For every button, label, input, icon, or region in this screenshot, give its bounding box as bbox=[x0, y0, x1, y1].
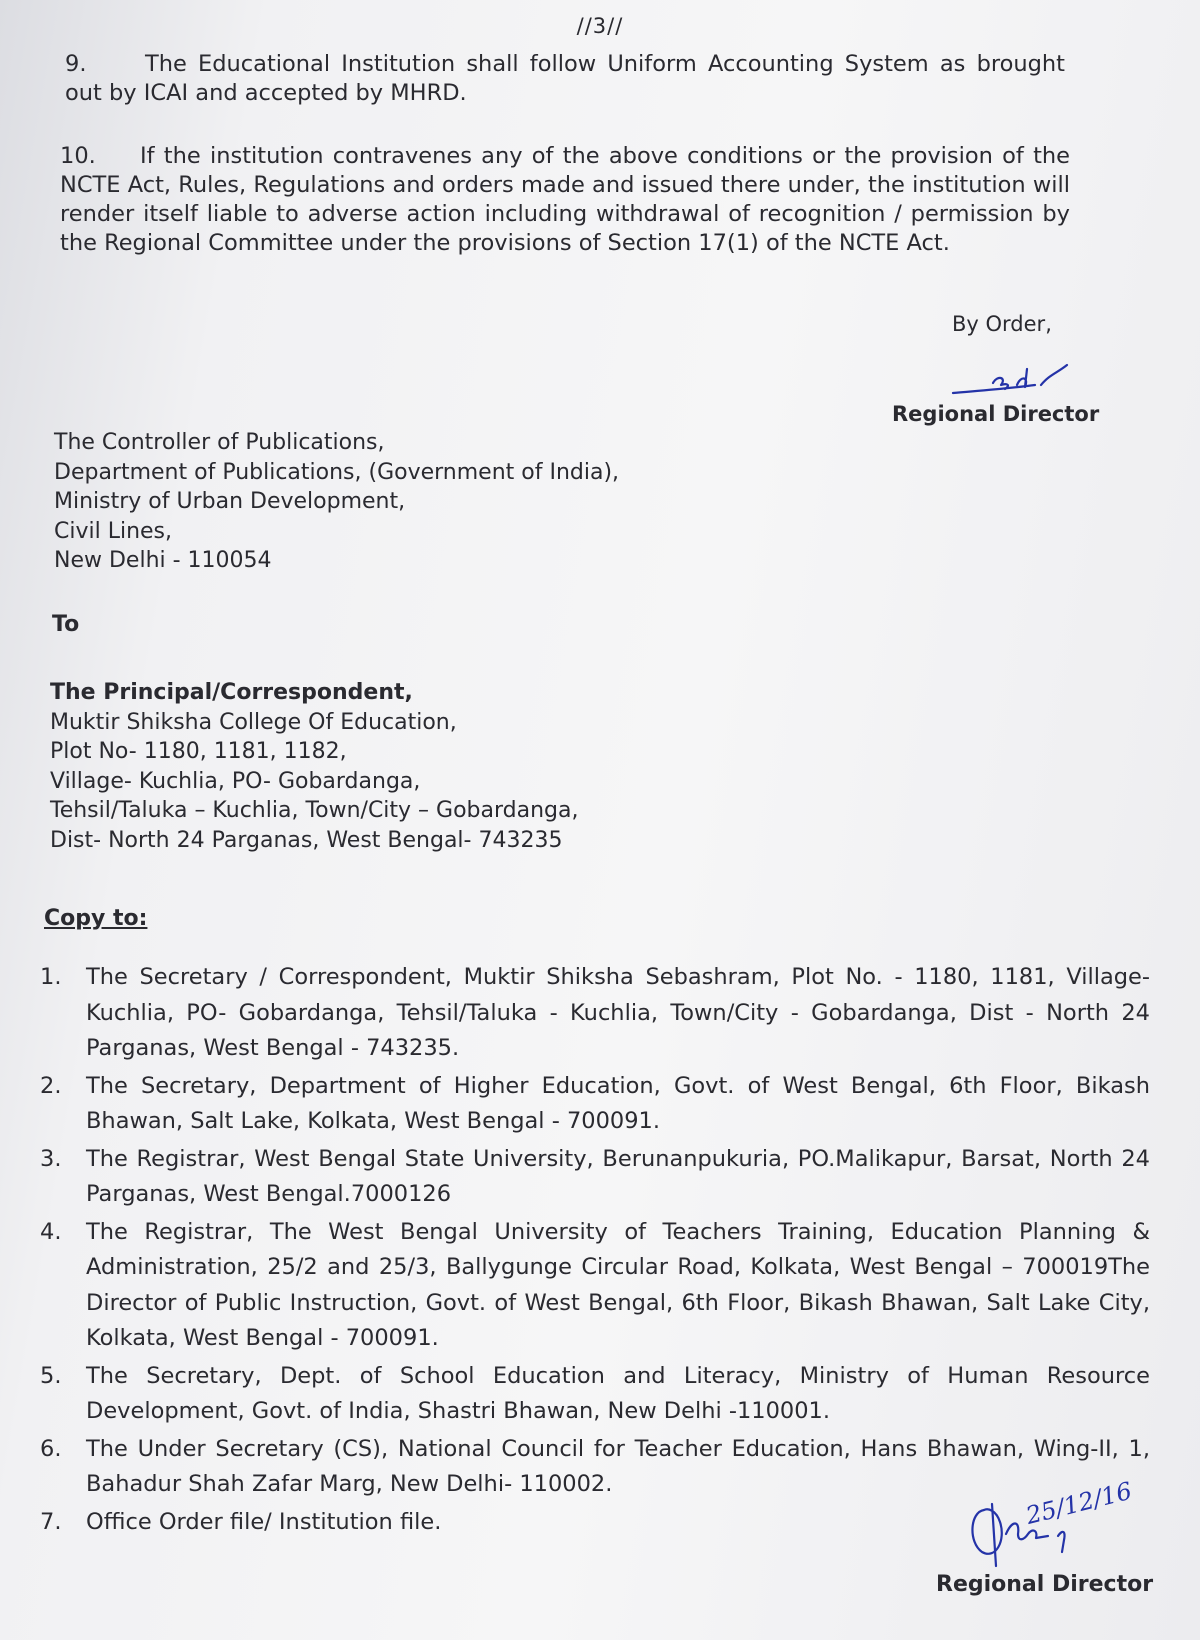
address-line: Village- Kuchlia, PO- Gobardanga, bbox=[50, 768, 421, 794]
item-text: The Registrar, The West Bengal University of Teachers Training, Education Planning & Administration, 25/2 and 25/3, Ballygunge Circular Road, Kolkata, West Bengal – 700019The Director of Public Instruction, Govt. of West Bengal, 6th Floor, Bikash Bhawan, Salt Lake City, Kolkata, West Bengal - 700091. bbox=[86, 1218, 1150, 1351]
bottom-signatory-title: Regional Director bbox=[936, 1572, 1154, 1597]
address-line: Ministry of Urban Development, bbox=[54, 489, 406, 514]
item-text: Office Order file/ Institution file. bbox=[86, 1508, 442, 1535]
item-text: The Under Secretary (CS), National Council for Teacher Education, Hans Bhawan, Wing-II, 1, Bahadur Shah Zafar Marg, New Delhi- 110002. bbox=[86, 1435, 1150, 1497]
address-line: Dist- North 24 Parganas, West Bengal- 743235 bbox=[50, 827, 563, 853]
address-line: The Controller of Publications, bbox=[54, 430, 385, 455]
address-line: Tehsil/Taluka – Kuchlia, Town/City – Gobardanga, bbox=[50, 798, 579, 823]
condition-text: The Educational Institution shall follow Uniform Accounting System as brought out by ICAI and accepted by MHRD. bbox=[65, 51, 1065, 106]
copy-to-heading: Copy to: bbox=[44, 906, 148, 931]
item-number: 2. bbox=[40, 1072, 62, 1099]
controller-address bbox=[54, 428, 754, 576]
item-text: The Registrar, West Bengal State University, Berunanpukuria, PO.Malikapur, Barsat, North 24 Parganas, West Bengal.7000126 bbox=[86, 1145, 1150, 1207]
copy-to-list bbox=[40, 960, 1150, 1542]
by-order: By Order, bbox=[952, 312, 1052, 336]
item-number: 4. bbox=[40, 1218, 62, 1245]
list-item bbox=[40, 1142, 1150, 1213]
to-label: To bbox=[52, 612, 80, 637]
list-item bbox=[40, 960, 1150, 1067]
condition-10 bbox=[60, 142, 1070, 258]
address-line: New Delhi - 110054 bbox=[54, 548, 272, 573]
item-number: 7. bbox=[40, 1508, 62, 1535]
address-line: Muktir Shiksha College Of Education, bbox=[50, 709, 457, 735]
item-text: The Secretary, Department of Higher Education, Govt. of West Bengal, 6th Floor, Bikash Bhawan, Salt Lake, Kolkata, West Bengal - 700091. bbox=[86, 1072, 1150, 1134]
signature-mark bbox=[945, 355, 1095, 400]
address-line: Civil Lines, bbox=[54, 518, 173, 544]
item-number: 1. bbox=[40, 964, 62, 990]
condition-number: 10. bbox=[60, 143, 96, 169]
address-line: Department of Publications, (Government of India), bbox=[54, 459, 620, 485]
item-text: The Secretary / Correspondent, Muktir Shiksha Sebashram, Plot No. - 1180, 1181, Village- Kuchlia, PO- Gobardanga, Tehsil/Taluka - Kuchlia, Town/City - Gobardanga, Dist - North 24 Parganas, West Bengal - 743235. bbox=[86, 964, 1150, 1061]
list-item bbox=[40, 1215, 1150, 1357]
condition-text: If the institution contravenes any of the above conditions or the provision of the NCTE Act, Rules, Regulations and orders made and issued there under, the institution will render itself liable to adverse action including withdrawal of recognition / permission by the Regional Committee under the provisions of Section 17(1) of the NCTE Act. bbox=[60, 143, 1070, 256]
signatory-title: Regional Director bbox=[892, 402, 1100, 426]
recipient-heading: The Principal/Correspondent, bbox=[50, 680, 413, 705]
list-item bbox=[40, 1359, 1150, 1430]
address-line: Plot No- 1180, 1181, 1182, bbox=[50, 739, 347, 764]
handwritten-date: 25/12/16 bbox=[1023, 1476, 1135, 1530]
list-item bbox=[40, 1069, 1150, 1140]
condition-number: 9. bbox=[65, 51, 87, 77]
condition-9 bbox=[65, 50, 1065, 108]
page-number: //3// bbox=[576, 14, 624, 38]
item-number: 6. bbox=[40, 1435, 62, 1462]
item-number: 5. bbox=[40, 1362, 62, 1389]
item-text: The Secretary, Dept. of School Education and Literacy, Ministry of Human Resource Development, Govt. of India, Shastri Bhawan, New Delhi -110001. bbox=[86, 1362, 1150, 1424]
item-number: 3. bbox=[40, 1145, 62, 1172]
recipient-address bbox=[50, 678, 750, 855]
